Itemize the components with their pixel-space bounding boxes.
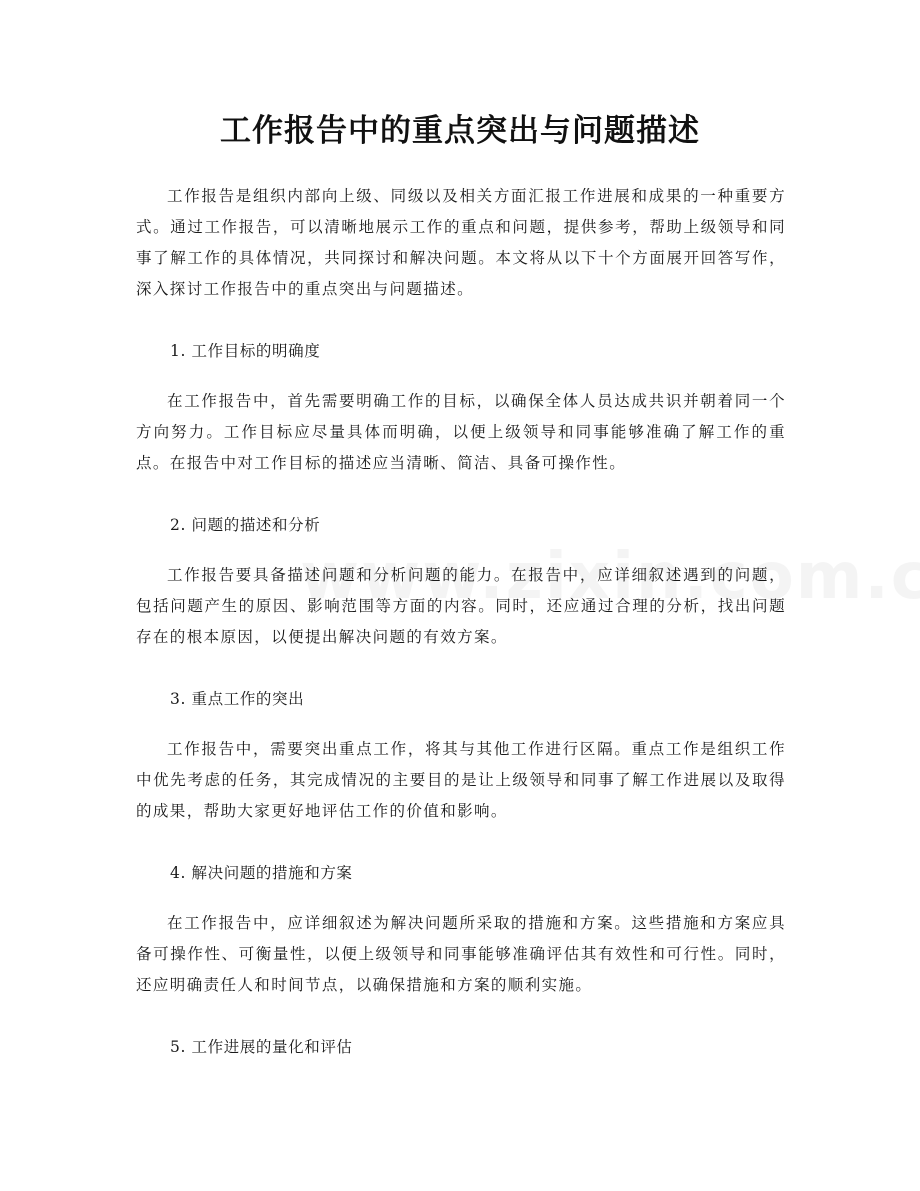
section-body-2: 工作报告要具备描述问题和分析问题的能力。在报告中，应详细叙述遇到的问题，包括问题产生的原因、影响范围等方面的内容。同时，还应通过合理的分析，找出问题存在的根本原因，以便提出解决问题的有效方案。: [136, 566, 786, 646]
intro-paragraph: 工作报告是组织内部向上级、同级以及相关方面汇报工作进展和成果的一种重要方式。通过工作报告，可以清晰地展示工作的重点和问题，提供参考，帮助上级领导和同事了解工作的具体情况，共同探讨和解决问题。本文将从以下十个方面展开回答写作，深入探讨工作报告中的重点突出与问题描述。: [136, 187, 786, 298]
section-heading-2: 2. 问题的描述和分析: [170, 516, 321, 534]
section-body-4: 在工作报告中，应详细叙述为解决问题所采取的措施和方案。这些措施和方案应具备可操作性、可衡量性，以便上级领导和同事能够准确评估其有效性和可行性。同时，还应明确责任人和时间节点，以确保措施和方案的顺利实施。: [136, 914, 786, 994]
section-body-3: 工作报告中，需要突出重点工作，将其与其他工作进行区隔。重点工作是组织工作中优先考虑的任务，其完成情况的主要目的是让上级领导和同事了解工作进展以及取得的成果，帮助大家更好地评估工作的价值和影响。: [136, 740, 786, 820]
section-heading-1: 1. 工作目标的明确度: [170, 342, 321, 360]
document-title: 工作报告中的重点突出与问题描述: [220, 113, 700, 149]
document-body: [136, 181, 786, 1082]
section-heading-3: 3. 重点工作的突出: [170, 690, 305, 708]
section-body-1: 在工作报告中，首先需要明确工作的目标，以确保全体人员达成共识并朝着同一个方向努力。工作目标应尽量具体而明确，以便上级领导和同事能够准确了解工作的重点。在报告中对工作目标的描述应当清晰、简洁、具备可操作性。: [136, 392, 786, 472]
section-heading-4: 4. 解决问题的措施和方案: [170, 864, 353, 882]
section-heading-5: 5. 工作进展的量化和评估: [170, 1038, 353, 1056]
